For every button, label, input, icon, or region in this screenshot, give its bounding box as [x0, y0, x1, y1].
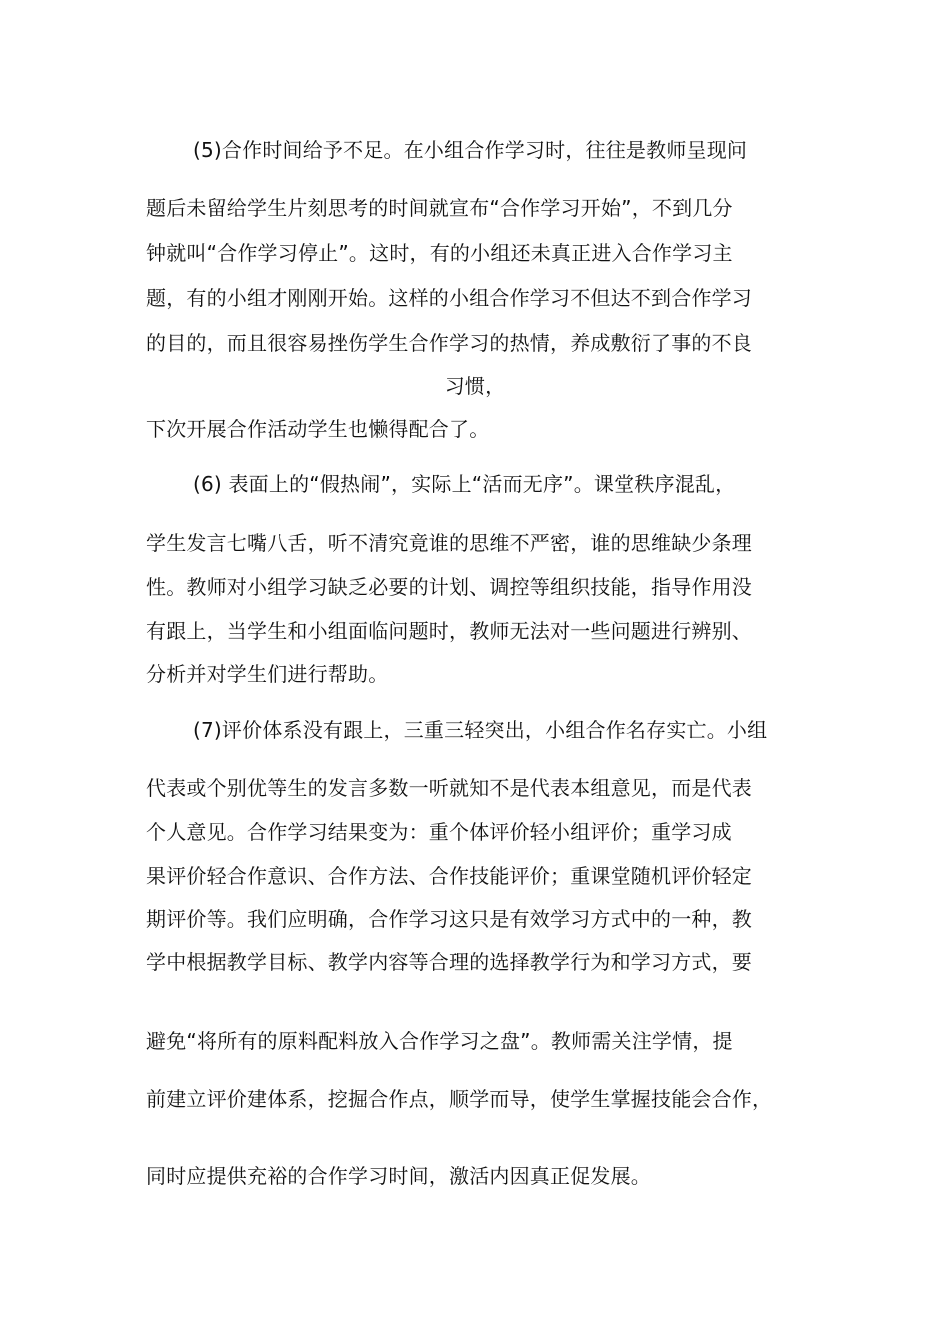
paragraph-6-line-2: 学生发言七嘴八舌，听不清究竟谁的思维不严密，谁的思维缺少条理: [146, 531, 752, 555]
paragraph-5-line-6: 习惯，: [444, 374, 506, 398]
paragraph-7-line-3: 个人意见。合作学习结果变为：重个体评价轻小组评价；重学习成: [146, 820, 732, 844]
paragraph-5-line-7: 下次开展合作活动学生也懒得配合了。: [146, 417, 490, 441]
paragraph-6-line-1: (6) 表面上的“假热闹”，实际上“活而无序”。课堂秩序混乱，: [193, 472, 736, 496]
paragraph-7-line-6: 学中根据教学目标、教学内容等合理的选择教学行为和学习方式，要: [146, 950, 752, 974]
paragraph-5-line-5: 的目的，而且很容易挫伤学生合作学习的热情，养成敷衍了事的不良: [146, 331, 752, 355]
paragraph-7-line-1: (7)评价体系没有跟上，三重三轻突出，小组合作名存实亡。小组: [193, 718, 768, 742]
paragraph-7-line-2: 代表或个别优等生的发言多数一听就知不是代表本组意见，而是代表: [146, 776, 752, 800]
paragraph-7-line-4: 果评价轻合作意识、合作方法、合作技能评价；重课堂随机评价轻定: [146, 864, 752, 888]
paragraph-7-line-7: 避免“将所有的原料配料放入合作学习之盘”。教师需关注学情，提: [146, 1029, 733, 1053]
paragraph-5-line-1: (5)合作时间给予不足。在小组合作学习时，往往是教师呈现问: [193, 138, 748, 162]
paragraph-6-line-5: 分析并对学生们进行帮助。: [146, 662, 389, 686]
paragraph-5-line-3: 钟就叫“合作学习停止”。这时，有的小组还未真正进入合作学习主: [146, 241, 733, 265]
paragraph-6-line-3: 性。教师对小组学习缺乏必要的计划、调控等组织技能，指导作用没: [146, 575, 752, 599]
paragraph-7-line-5: 期评价等。我们应明确，合作学习这只是有效学习方式中的一种，教: [146, 907, 752, 931]
paragraph-7-line-9: 同时应提供充裕的合作学习时间，激活内因真正促发展。: [146, 1164, 651, 1188]
paragraph-5-line-2: 题后未留给学生片刻思考的时间就宣布“合作学习开始”，不到几分: [146, 196, 733, 220]
paragraph-6-line-4: 有跟上，当学生和小组面临问题时，教师无法对一些问题进行辨别、: [146, 619, 752, 643]
paragraph-7-line-8: 前建立评价建体系，挖掘合作点，顺学而导，使学生掌握技能会合作，: [146, 1087, 773, 1111]
paragraph-5-line-4: 题，有的小组才刚刚开始。这样的小组合作学习不但达不到合作学习: [146, 286, 752, 310]
